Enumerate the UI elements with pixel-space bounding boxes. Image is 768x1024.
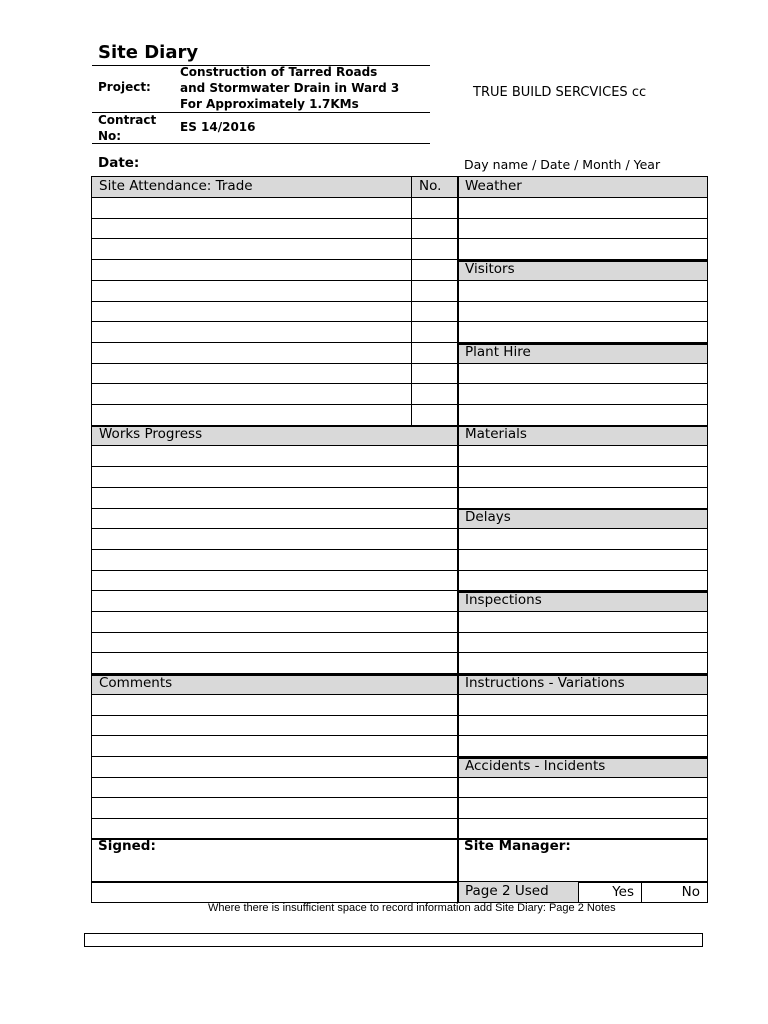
date-format-hint: Day name / Date / Month / Year bbox=[464, 157, 661, 172]
right-section-rule bbox=[457, 343, 707, 345]
left-row-rule bbox=[92, 466, 457, 467]
comments-label: Comments bbox=[99, 675, 173, 691]
column-divider bbox=[457, 177, 459, 881]
left-row-rule bbox=[92, 197, 457, 198]
right-row-rule bbox=[457, 549, 707, 550]
page2-used-label: Page 2 Used bbox=[465, 883, 549, 899]
left-row-rule bbox=[92, 735, 457, 736]
left-row-rule bbox=[92, 756, 457, 757]
left-row-rule bbox=[92, 611, 457, 612]
left-row-rule bbox=[92, 715, 457, 716]
grid-frame bbox=[91, 176, 708, 903]
left-section-rule bbox=[92, 425, 457, 427]
left-row-rule bbox=[92, 549, 457, 550]
left-row-rule bbox=[92, 363, 457, 364]
right-row-rule bbox=[457, 280, 707, 281]
site-manager-label: Site Manager: bbox=[464, 838, 571, 854]
right-row-rule bbox=[457, 301, 707, 302]
right-row-rule bbox=[457, 735, 707, 736]
number-header-label: No. bbox=[419, 178, 442, 194]
right-row-rule bbox=[457, 694, 707, 695]
project-label: Project: bbox=[98, 80, 151, 94]
right-row-rule bbox=[457, 363, 707, 364]
right-section-rule bbox=[457, 674, 707, 676]
page2-no-option[interactable]: No bbox=[681, 884, 700, 900]
date-label: Date: bbox=[98, 155, 140, 171]
left-row-rule bbox=[92, 528, 457, 529]
right-row-rule bbox=[457, 238, 707, 239]
left-row-rule bbox=[92, 797, 457, 798]
left-row-rule bbox=[92, 570, 457, 571]
left-row-rule bbox=[92, 694, 457, 695]
plant-hire-label: Plant Hire bbox=[465, 344, 531, 360]
right-row-rule bbox=[457, 652, 707, 653]
left-row-rule bbox=[92, 404, 457, 405]
inspections-label: Inspections bbox=[465, 592, 542, 608]
right-section-rule bbox=[457, 508, 707, 510]
contract-label-line-2: No: bbox=[98, 129, 122, 143]
right-row-rule bbox=[457, 528, 707, 529]
right-row-rule bbox=[457, 632, 707, 633]
accidents-label: Accidents - Incidents bbox=[465, 758, 606, 774]
left-row-rule bbox=[92, 777, 457, 778]
page2-yes-option[interactable]: Yes bbox=[612, 884, 634, 900]
left-row-rule bbox=[92, 445, 457, 446]
left-row-rule bbox=[92, 818, 457, 819]
project-line-2: and Stormwater Drain in Ward 3 bbox=[180, 81, 400, 95]
contract-label-line-1: Contract bbox=[98, 113, 157, 127]
page2-divider-left bbox=[457, 882, 459, 902]
contract-value: ES 14/2016 bbox=[180, 120, 256, 134]
notes-box[interactable] bbox=[84, 933, 703, 947]
left-row-rule bbox=[92, 383, 457, 384]
page2-used-label-cell bbox=[458, 882, 578, 902]
left-row-rule bbox=[92, 321, 457, 322]
signed-label: Signed: bbox=[98, 838, 156, 854]
trade-number-divider bbox=[411, 177, 412, 425]
right-row-rule bbox=[457, 445, 707, 446]
left-section-rule bbox=[92, 674, 457, 676]
right-row-rule bbox=[457, 818, 707, 819]
right-section-rule bbox=[457, 591, 707, 593]
right-section-rule bbox=[457, 260, 707, 262]
left-row-rule bbox=[92, 259, 457, 260]
page-title: Site Diary bbox=[98, 42, 199, 63]
visitors-label: Visitors bbox=[465, 261, 515, 277]
left-row-rule bbox=[92, 238, 457, 239]
right-row-rule bbox=[457, 404, 707, 405]
footer-note: Where there is insufficient space to record information add Site Diary: Page 2 Notes bbox=[208, 902, 616, 914]
project-line-1: Construction of Tarred Roads bbox=[180, 65, 378, 79]
right-row-rule bbox=[457, 715, 707, 716]
instructions-label: Instructions - Variations bbox=[465, 675, 625, 691]
left-row-rule bbox=[92, 280, 457, 281]
right-row-rule bbox=[457, 797, 707, 798]
attendance-header-label: Site Attendance: Trade bbox=[99, 178, 253, 194]
right-section-rule bbox=[457, 425, 707, 427]
company-name: TRUE BUILD SERCVICES cc bbox=[473, 85, 647, 100]
right-row-rule bbox=[457, 197, 707, 198]
left-row-rule bbox=[92, 487, 457, 488]
left-row-rule bbox=[92, 508, 457, 509]
materials-label: Materials bbox=[465, 426, 527, 442]
right-row-rule bbox=[457, 466, 707, 467]
left-row-rule bbox=[92, 301, 457, 302]
right-row-rule bbox=[457, 611, 707, 612]
right-row-rule bbox=[457, 383, 707, 384]
signoff-top-rule bbox=[92, 838, 707, 840]
right-row-rule bbox=[457, 570, 707, 571]
project-line-3: For Approximately 1.7KMs bbox=[180, 97, 359, 111]
weather-label: Weather bbox=[465, 178, 522, 194]
left-row-rule bbox=[92, 632, 457, 633]
left-row-rule bbox=[92, 218, 457, 219]
right-row-rule bbox=[457, 321, 707, 322]
works-progress-label: Works Progress bbox=[99, 426, 203, 442]
left-row-rule bbox=[92, 590, 457, 591]
right-row-rule bbox=[457, 777, 707, 778]
right-row-rule bbox=[457, 218, 707, 219]
right-section-rule bbox=[457, 757, 707, 759]
left-row-rule bbox=[92, 342, 457, 343]
delays-label: Delays bbox=[465, 509, 511, 525]
left-row-rule bbox=[92, 652, 457, 653]
right-row-rule bbox=[457, 487, 707, 488]
signed-row-rule bbox=[92, 881, 707, 883]
